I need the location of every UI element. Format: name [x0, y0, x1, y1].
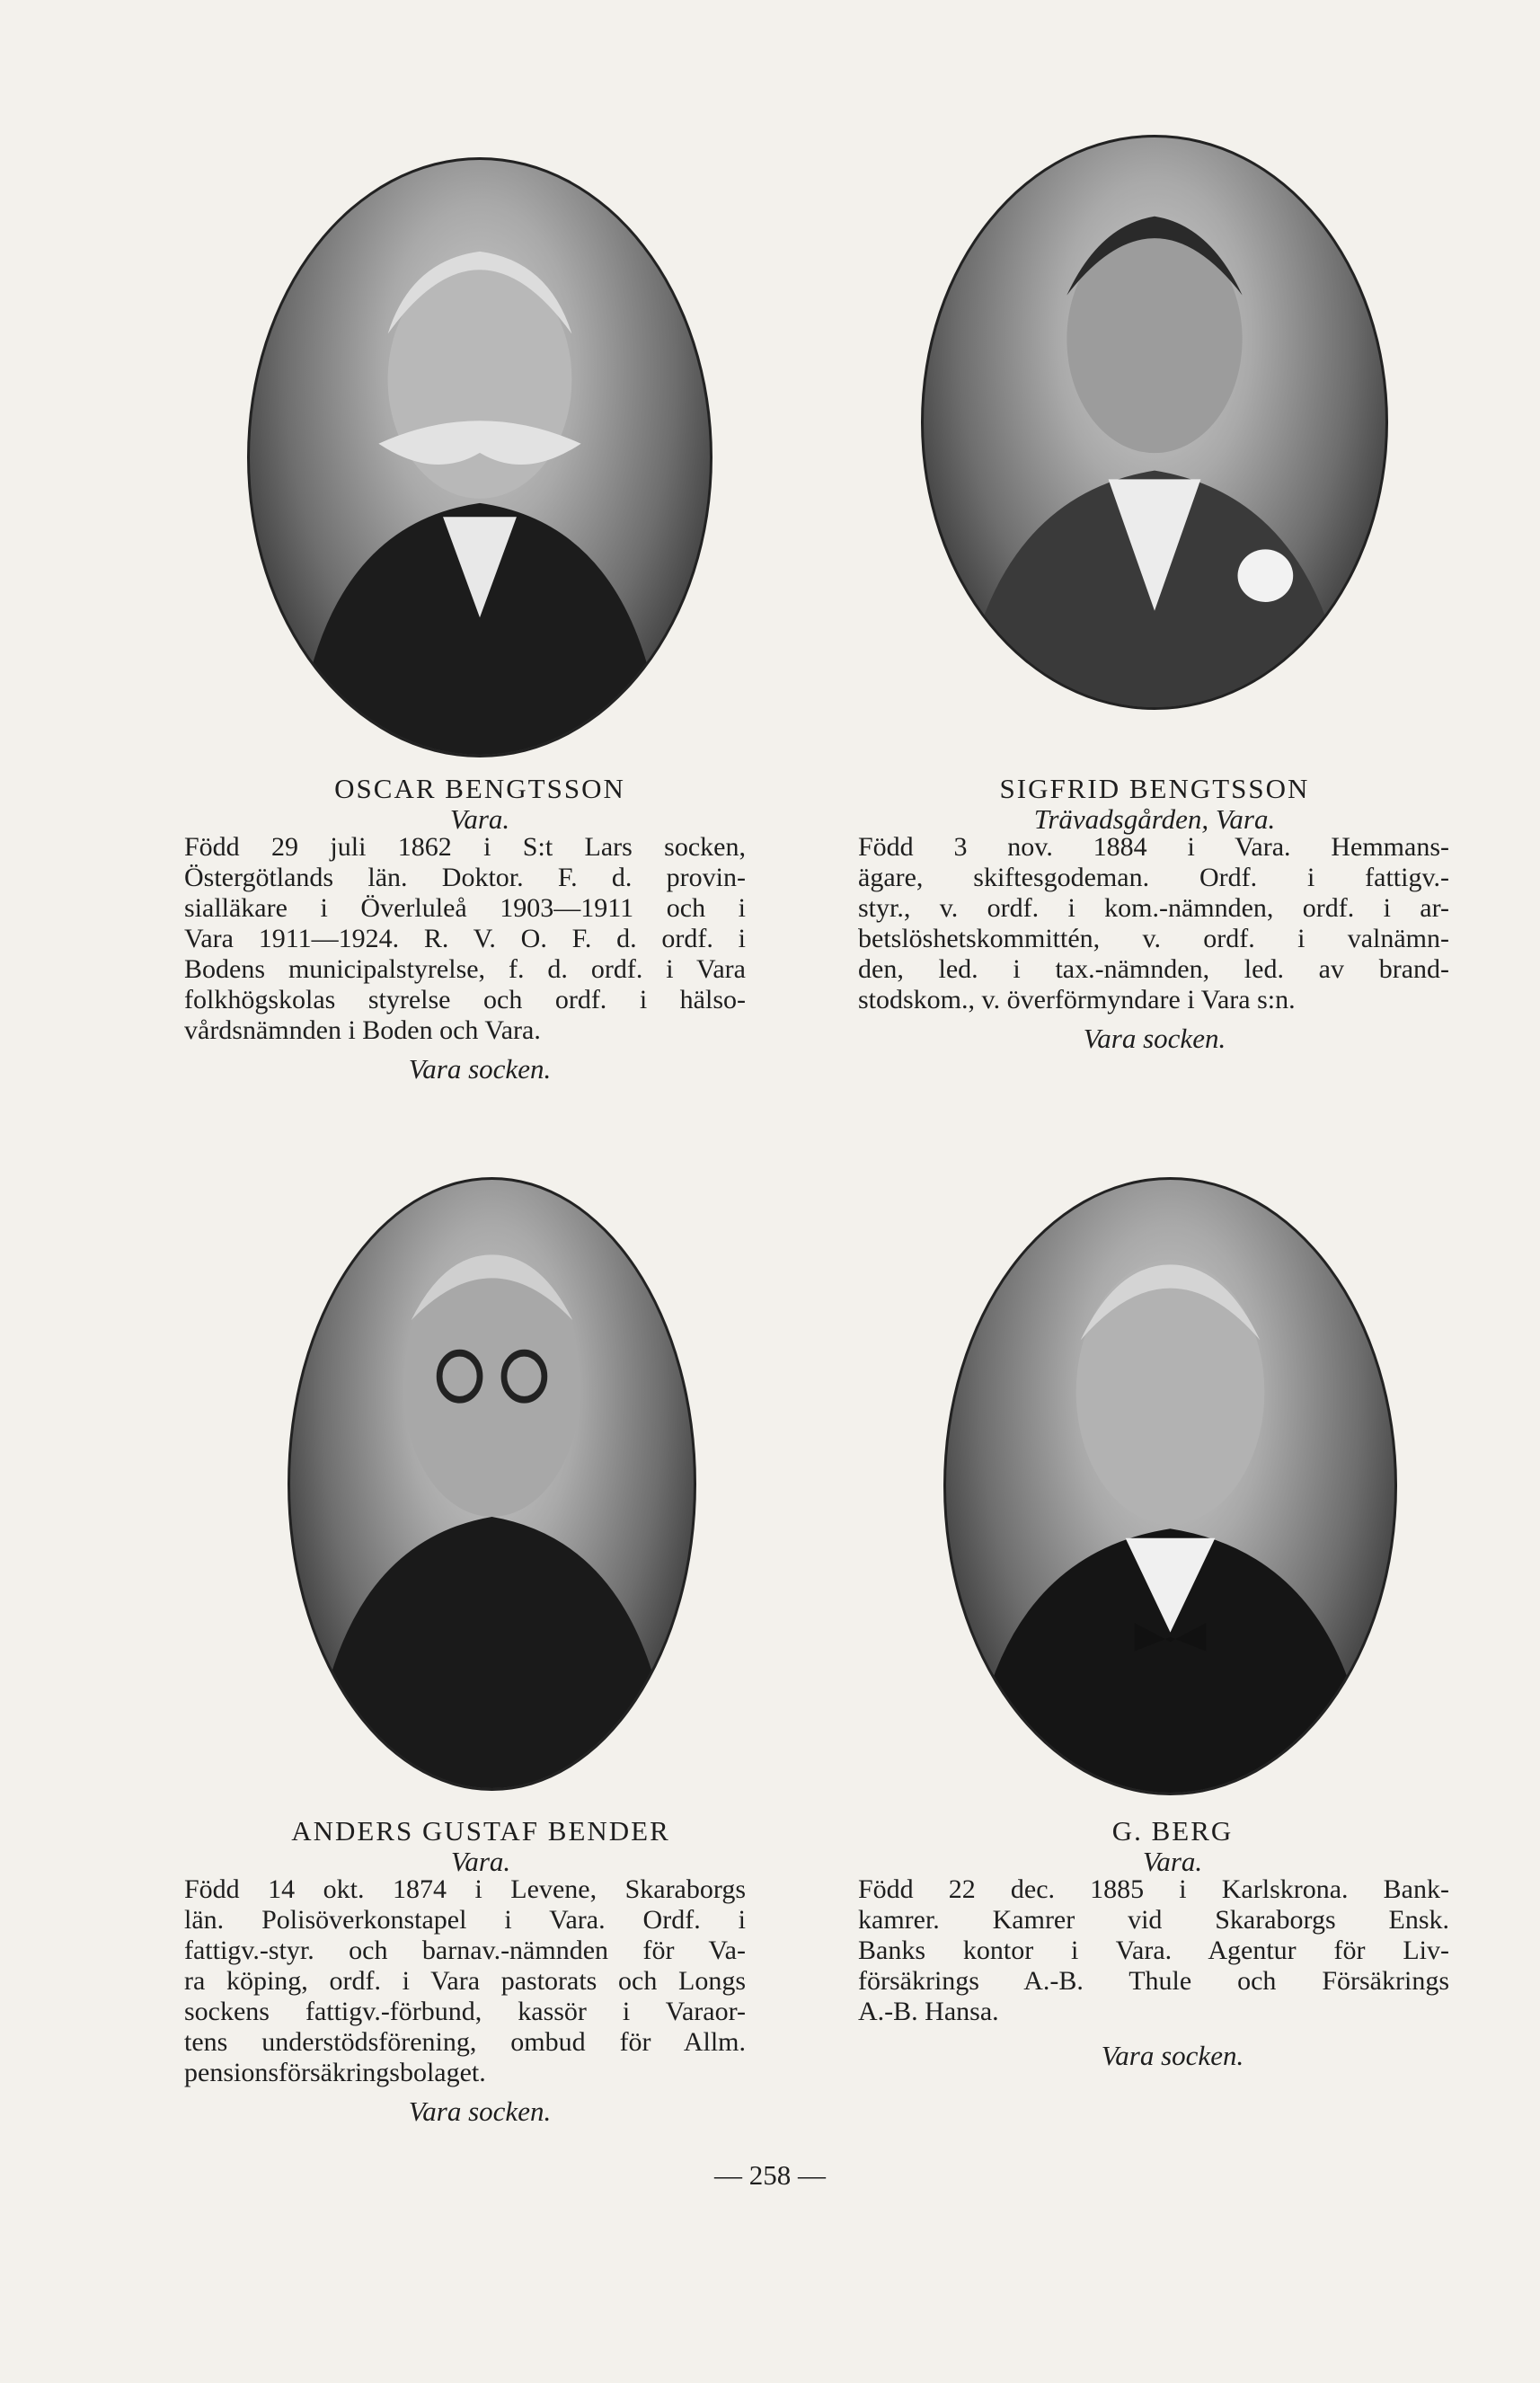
- bio-line: Vara 1911—1924. R. V. O. F. d. ordf. i: [184, 924, 746, 953]
- parish-signature: Vara socken.: [1083, 1023, 1226, 1054]
- person-place: Vara.: [449, 803, 510, 835]
- bio-line: sockens fattigv.-förbund, kassör i Varaor-: [184, 1997, 746, 2026]
- parish-signature: Vara socken.: [1101, 2040, 1244, 2071]
- bio-line: Bodens municipalstyrelse, f. d. ordf. i Vara: [184, 954, 746, 984]
- bio-line: Född 14 okt. 1874 i Levene, Skaraborgs: [184, 1874, 746, 1904]
- portrait-photo: [247, 157, 712, 757]
- person-place: Vara.: [450, 1846, 511, 1877]
- parish-signature: Vara socken.: [408, 2095, 552, 2127]
- bio-line: A.-B. Hansa.: [858, 1997, 999, 2026]
- bio-line: Född 29 juli 1862 i S:t Lars socken,: [184, 832, 746, 862]
- person-biography: [184, 832, 746, 1046]
- person-place: Trävadsgården, Vara.: [1033, 803, 1276, 835]
- person-place: Vara.: [1142, 1846, 1203, 1877]
- bio-line: vårdsnämnden i Boden och Vara.: [184, 1015, 541, 1045]
- bio-line: ra köping, ordf. i Vara pastorats och Longs: [184, 1966, 746, 1996]
- bio-line: Banks kontor i Vara. Agentur för Liv-: [858, 1936, 1449, 1965]
- bio-line: stodskom., v. överförmyndare i Vara s:n.: [858, 985, 1296, 1014]
- bio-line: ägare, skiftesgodeman. Ordf. i fattigv.-: [858, 863, 1449, 892]
- portrait-photo: [288, 1177, 696, 1791]
- bio-line: Östergötlands län. Doktor. F. d. provin-: [184, 863, 746, 892]
- bio-line: sialläkare i Överluleå 1903—1911 och i: [184, 893, 746, 923]
- bio-line: Född 3 nov. 1884 i Vara. Hemmans-: [858, 832, 1449, 862]
- person-biography: [858, 1874, 1449, 2027]
- bio-line: kamrer. Kamrer vid Skaraborgs Ensk.: [858, 1905, 1449, 1935]
- portrait-photo: [943, 1177, 1397, 1795]
- bio-line: tens understödsförening, ombud för Allm.: [184, 2027, 746, 2057]
- person-name: G. BERG: [1111, 1815, 1234, 1847]
- person-name: OSCAR BENGTSSON: [334, 773, 625, 804]
- person-biography: [858, 832, 1449, 1015]
- bio-line: den, led. i tax.-nämnden, led. av brand-: [858, 954, 1449, 984]
- page-number: — 258 —: [714, 2159, 826, 2191]
- person-name: ANDERS GUSTAF BENDER: [291, 1815, 670, 1847]
- bio-line: pensionsförsäkringsbolaget.: [184, 2058, 486, 2087]
- person-name: SIGFRID BENGTSSON: [999, 773, 1310, 804]
- bio-line: Född 22 dec. 1885 i Karlskrona. Bank-: [858, 1874, 1449, 1904]
- person-biography: [184, 1874, 746, 2088]
- portrait-photo: [921, 135, 1388, 710]
- bio-line: styr., v. ordf. i kom.-nämnden, ordf. i ar-: [858, 893, 1449, 923]
- bio-line: försäkrings A.-B. Thule och Försäkrings: [858, 1966, 1449, 1996]
- bio-line: folkhögskolas styrelse och ordf. i hälso-: [184, 985, 746, 1014]
- bio-line: betslöshetskommittén, v. ordf. i valnämn-: [858, 924, 1449, 953]
- parish-signature: Vara socken.: [408, 1053, 552, 1085]
- bio-line: fattigv.-styr. och barnav.-nämnden för Va-: [184, 1936, 746, 1965]
- bio-line: län. Polisöverkonstapel i Vara. Ordf. i: [184, 1905, 746, 1935]
